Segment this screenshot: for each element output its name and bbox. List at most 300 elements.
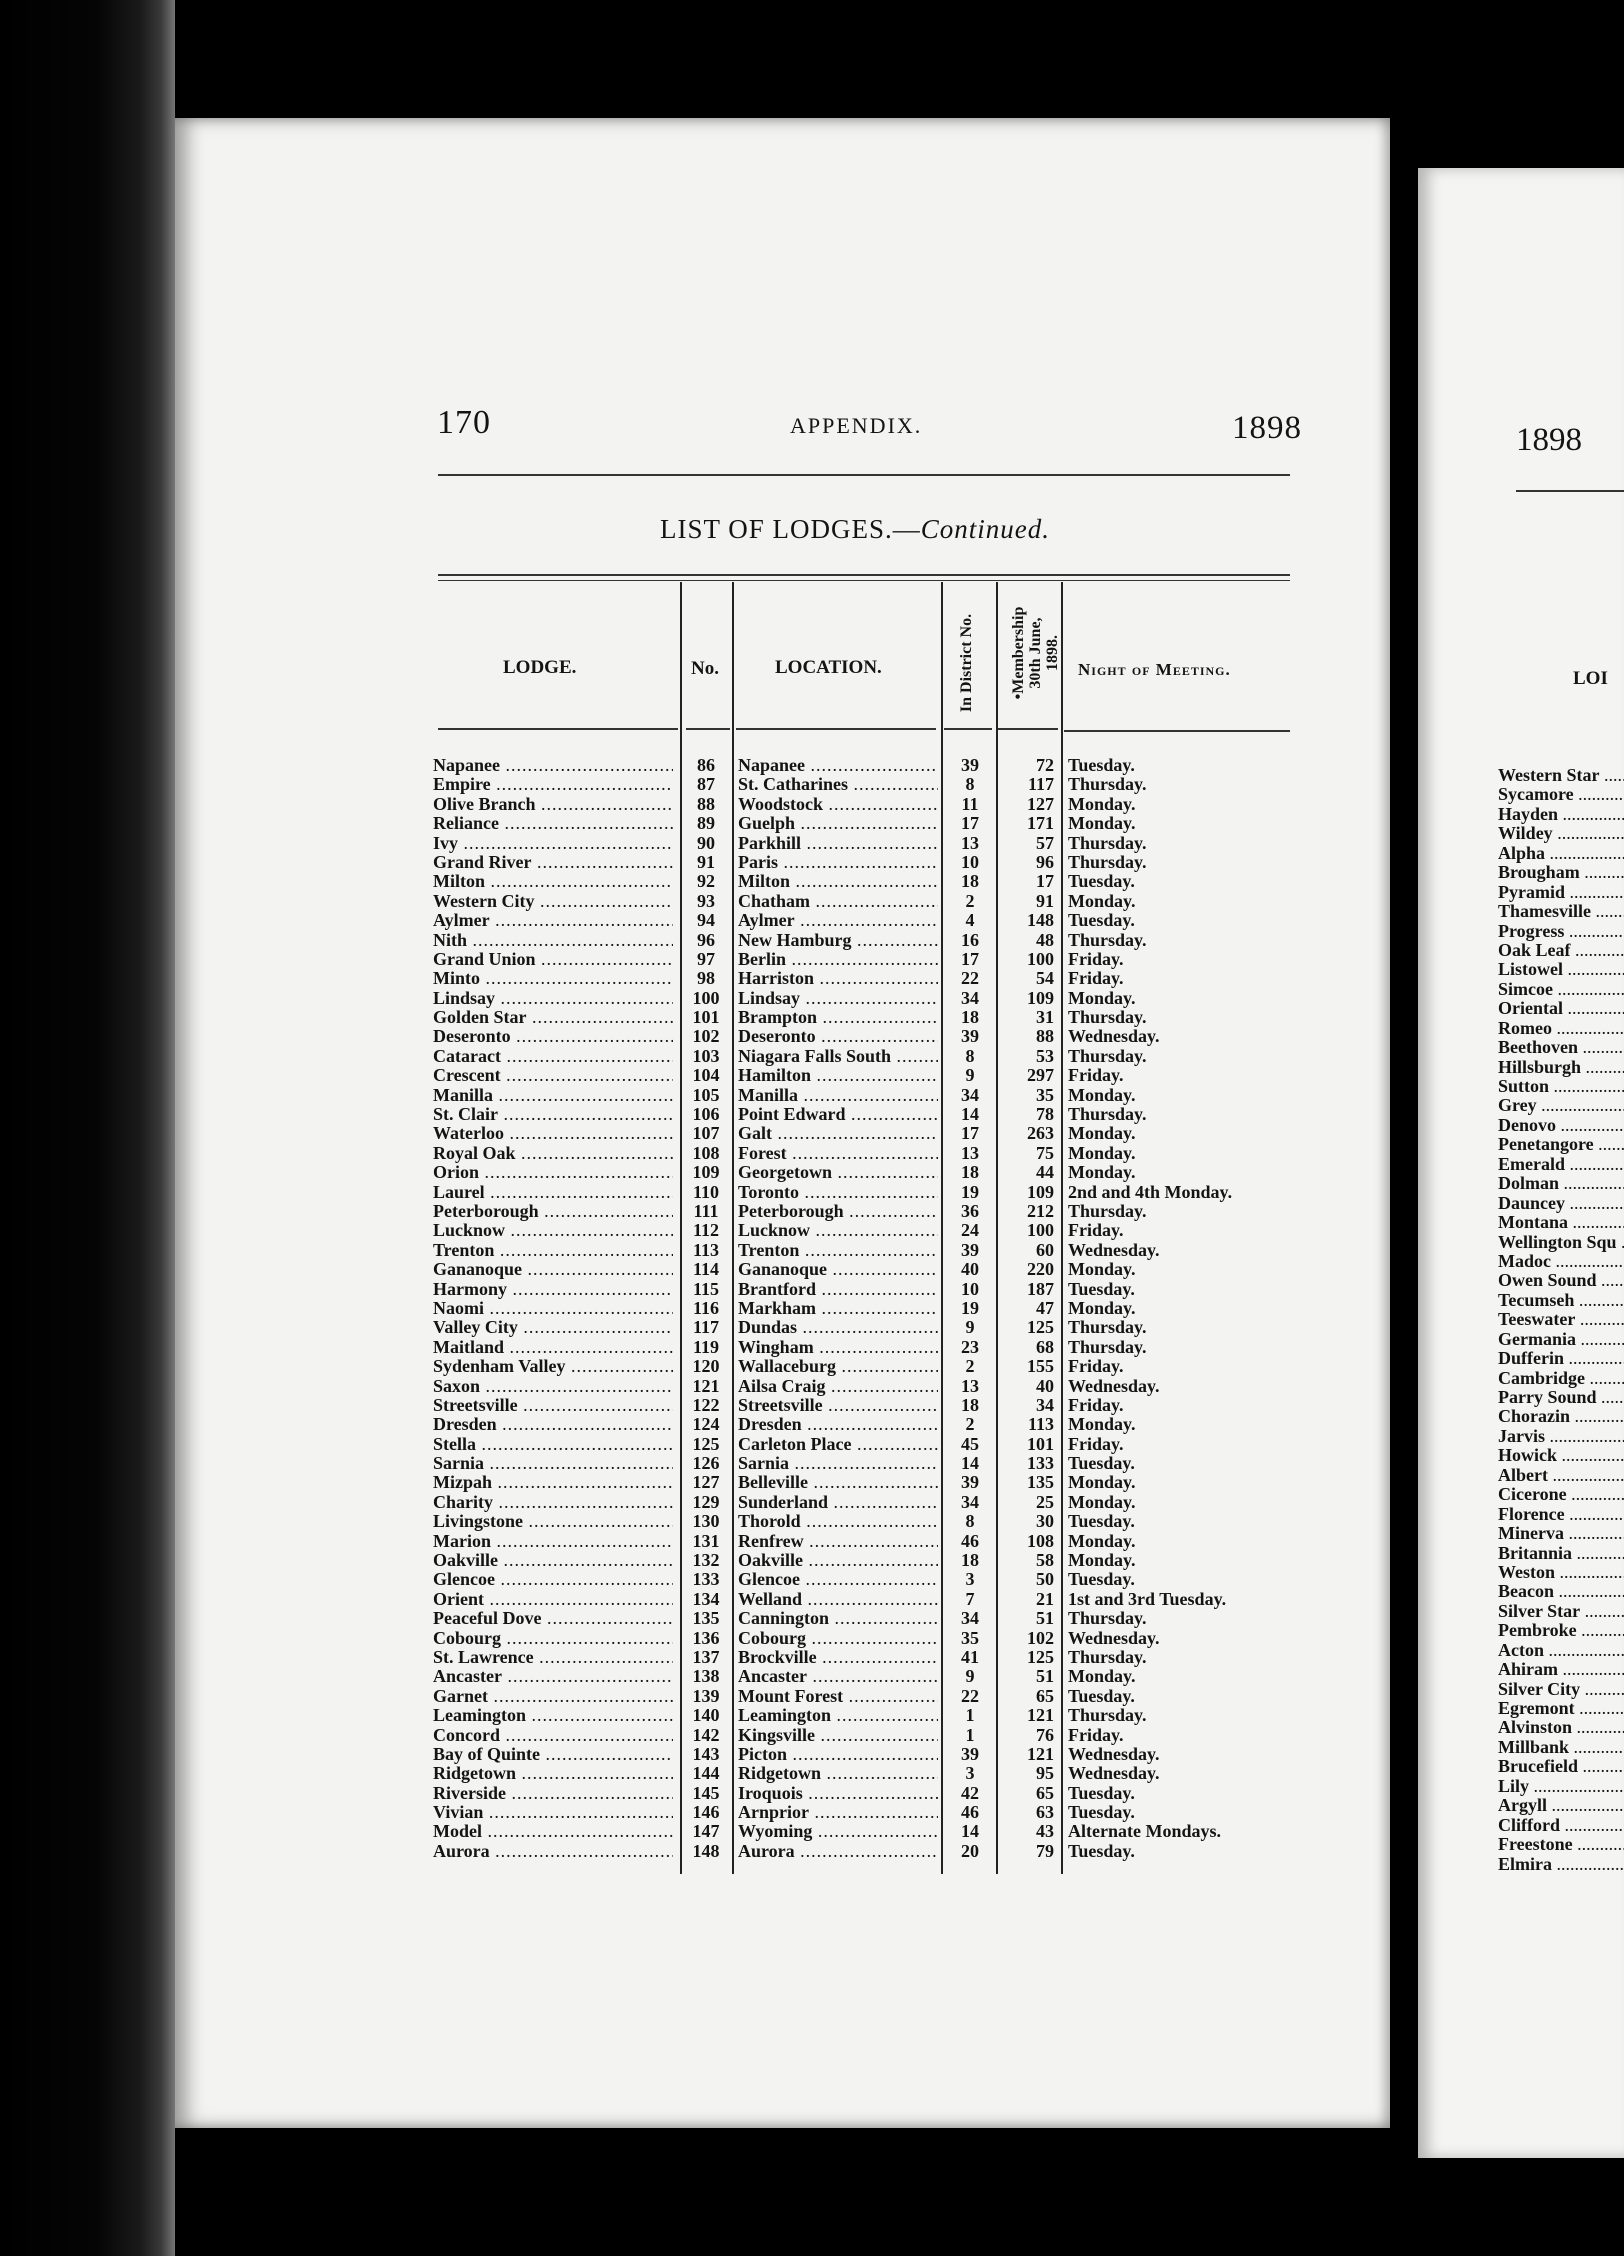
lodge-number: 98	[697, 969, 715, 989]
table-row	[0, 1357, 1390, 1376]
district-number: 18	[961, 1395, 979, 1415]
membership-count: 34	[1036, 1395, 1054, 1415]
lodge-location: Dresden .....	[738, 1415, 938, 1434]
lodge-number: 91	[697, 852, 715, 872]
meeting-night: Thursday.	[1068, 1609, 1147, 1629]
lodge-number: 131	[692, 1531, 720, 1551]
lodge-name: Naomi .....	[433, 1299, 673, 1318]
lodge-name: Milton .....	[433, 872, 673, 891]
meeting-night: Thursday.	[1068, 1337, 1147, 1357]
meeting-night: Monday.	[1068, 1531, 1136, 1551]
membership-count: 75	[1036, 1143, 1054, 1163]
table-row	[0, 1687, 1390, 1706]
meeting-night: Monday.	[1068, 988, 1136, 1008]
table-top-rule	[438, 574, 1290, 576]
lodge-name: Maitland .....	[433, 1338, 673, 1357]
membership-count: 109	[1027, 1182, 1054, 1202]
table-row	[0, 989, 1390, 1008]
lodge-location: Georgetown .....	[738, 1163, 938, 1182]
table-row	[0, 1570, 1390, 1589]
right-lodge-name: Alpha .....	[1498, 844, 1624, 863]
membership-count: 113	[1027, 1415, 1054, 1435]
right-lodge-name: Britannia .....	[1498, 1544, 1624, 1563]
running-title: APPENDIX.	[790, 413, 923, 438]
membership-count: 297	[1027, 1066, 1054, 1086]
meeting-night: Tuesday.	[1068, 1686, 1135, 1706]
lodge-number: 124	[692, 1415, 720, 1435]
right-lodge-name: Millbank .....	[1498, 1738, 1624, 1757]
lodge-number: 105	[692, 1085, 720, 1105]
meeting-night: Friday.	[1068, 1434, 1124, 1454]
meeting-night: Wednesday.	[1068, 1240, 1160, 1260]
right-lodge-name: Dolman .....	[1498, 1174, 1624, 1193]
membership-count: 101	[1027, 1434, 1054, 1454]
table-row	[0, 1124, 1390, 1143]
district-number: 46	[961, 1803, 979, 1823]
header-lodge: LODGE.	[503, 657, 577, 678]
meeting-night: Thursday.	[1068, 1318, 1147, 1338]
lodge-location: Deseronto .....	[738, 1027, 938, 1046]
lodge-number: 121	[692, 1376, 720, 1396]
membership-count: 100	[1027, 949, 1054, 969]
lodge-number: 147	[692, 1822, 720, 1842]
right-lodge-name: Brucefield .....	[1498, 1757, 1624, 1776]
lodge-name: Vivian .....	[433, 1803, 673, 1822]
meeting-night: Friday.	[1068, 969, 1124, 989]
table-row	[0, 931, 1390, 950]
district-number: 10	[961, 1279, 979, 1299]
header-membership: •Membership 30th June, 1898.	[1010, 606, 1061, 700]
right-lodge-name: Grey .....	[1498, 1096, 1624, 1115]
lodge-number: 114	[692, 1260, 719, 1280]
right-lodge-name: Silver Star .....	[1498, 1602, 1624, 1621]
right-lodge-name: Oriental .....	[1498, 999, 1624, 1018]
table-row	[0, 756, 1390, 775]
meeting-night: Wednesday.	[1068, 1744, 1160, 1764]
lodge-number: 104	[692, 1066, 720, 1086]
district-number: 20	[961, 1841, 979, 1861]
membership-count: 51	[1036, 1667, 1054, 1687]
lodge-name: Laurel .....	[433, 1183, 673, 1202]
membership-count: 72	[1036, 756, 1054, 775]
lodge-number: 143	[692, 1744, 720, 1764]
table-row	[0, 1202, 1390, 1221]
lodge-name: St. Clair .....	[433, 1105, 673, 1124]
lodge-number: 125	[692, 1434, 720, 1454]
lodge-number: 108	[692, 1143, 720, 1163]
table-row	[0, 1648, 1390, 1667]
lodge-location: Welland .....	[738, 1590, 938, 1609]
meeting-night: Tuesday.	[1068, 1803, 1135, 1823]
district-number: 45	[961, 1434, 979, 1454]
lodge-number: 87	[697, 775, 715, 795]
table-row	[0, 892, 1390, 911]
table-row	[0, 1299, 1390, 1318]
meeting-night: Friday.	[1068, 1725, 1124, 1745]
membership-count: 79	[1036, 1841, 1054, 1861]
membership-count: 68	[1036, 1337, 1054, 1357]
membership-count: 47	[1036, 1298, 1054, 1318]
right-lodge-name: Elmira .....	[1498, 1855, 1624, 1874]
table-row	[0, 1784, 1390, 1803]
meeting-night: Monday.	[1068, 1143, 1136, 1163]
table-row	[0, 1183, 1390, 1202]
lodge-number: 100	[692, 988, 720, 1008]
right-lodge-name: Freestone .....	[1498, 1835, 1624, 1854]
lodge-location: Paris .....	[738, 853, 938, 872]
lodge-name: Bay of Quinte .....	[433, 1745, 673, 1764]
right-lodge-name: Montana .....	[1498, 1213, 1624, 1232]
lodge-location: Trenton .....	[738, 1241, 938, 1260]
district-number: 18	[961, 1008, 979, 1028]
lodge-number: 132	[692, 1551, 720, 1571]
district-number: 41	[961, 1647, 979, 1667]
table-row	[0, 1008, 1390, 1027]
lodge-number: 126	[692, 1454, 720, 1474]
meeting-night: Tuesday.	[1068, 1454, 1135, 1474]
lodge-name: Grand River .....	[433, 853, 673, 872]
membership-count: 48	[1036, 930, 1054, 950]
header-bottom-rule-loc	[736, 728, 936, 730]
lodge-name: Trenton .....	[433, 1241, 673, 1260]
district-number: 24	[961, 1221, 979, 1241]
right-header-rule	[1516, 490, 1624, 492]
meeting-night: Tuesday.	[1068, 911, 1135, 931]
district-number: 17	[961, 949, 979, 969]
lodge-name: Sydenham Valley .....	[433, 1357, 673, 1376]
lodge-location: Belleville .....	[738, 1473, 938, 1492]
right-lodge-name: Brougham .....	[1498, 863, 1624, 882]
lodge-name: Saxon .....	[433, 1377, 673, 1396]
lodge-name: Peaceful Dove .....	[433, 1609, 673, 1628]
lodge-number: 97	[697, 949, 715, 969]
membership-count: 63	[1036, 1803, 1054, 1823]
table-row	[0, 1280, 1390, 1299]
lodge-number: 94	[697, 911, 715, 931]
right-page-year: 1898	[1516, 422, 1582, 458]
lodge-number: 145	[692, 1783, 720, 1803]
membership-count: 109	[1027, 988, 1054, 1008]
lodge-location: Aylmer .....	[738, 911, 938, 930]
lodge-name: Napanee .....	[433, 756, 673, 775]
membership-count: 121	[1027, 1744, 1054, 1764]
lodge-name: Oakville .....	[433, 1551, 673, 1570]
lodge-number: 113	[692, 1240, 719, 1260]
membership-count: 57	[1036, 833, 1054, 853]
right-lodge-name: Tecumseh .....	[1498, 1291, 1624, 1310]
right-lodge-name: Oak Leaf .....	[1498, 941, 1624, 960]
meeting-night: Tuesday.	[1068, 1512, 1135, 1532]
meeting-night: Wednesday.	[1068, 1027, 1160, 1047]
lodge-location: Brantford .....	[738, 1280, 938, 1299]
lodge-number: 93	[697, 891, 715, 911]
table-row	[0, 1144, 1390, 1163]
membership-count: 65	[1036, 1783, 1054, 1803]
meeting-night: Monday.	[1068, 1124, 1136, 1144]
table-row	[0, 911, 1390, 930]
lodge-number: 138	[692, 1667, 720, 1687]
district-number: 1	[965, 1706, 975, 1726]
lodge-number: 140	[692, 1706, 720, 1726]
lodge-name: Aurora .....	[433, 1842, 673, 1861]
right-lodge-name: Beethoven .....	[1498, 1038, 1624, 1057]
right-lodge-name: Alvinston .....	[1498, 1718, 1624, 1737]
right-lodge-name: Hillsburgh .....	[1498, 1058, 1624, 1077]
lodge-number: 90	[697, 833, 715, 853]
membership-count: 220	[1027, 1260, 1054, 1280]
lodge-name: Peterborough .....	[433, 1202, 673, 1221]
meeting-night: Monday.	[1068, 891, 1136, 911]
district-number: 13	[961, 833, 979, 853]
right-lodge-name: Dauncey .....	[1498, 1194, 1624, 1213]
meeting-night: Wednesday.	[1068, 1628, 1160, 1648]
right-lodge-name: Acton .....	[1498, 1641, 1624, 1660]
meeting-night: Monday.	[1068, 1492, 1136, 1512]
lodge-name: Leamington .....	[433, 1706, 673, 1725]
membership-count: 58	[1036, 1551, 1054, 1571]
lodge-location: Berlin .....	[738, 950, 938, 969]
lodge-name: Gananoque .....	[433, 1260, 673, 1279]
right-lodge-list	[1498, 766, 1624, 1874]
table-row	[0, 775, 1390, 794]
lodge-location: Toronto .....	[738, 1183, 938, 1202]
lodge-number: 109	[692, 1163, 720, 1183]
lodge-location: Sunderland .....	[738, 1493, 938, 1512]
district-number: 4	[965, 911, 975, 931]
lodge-location: Streetsville .....	[738, 1396, 938, 1415]
lodge-location: Lindsay .....	[738, 989, 938, 1008]
right-lodge-name: Cambridge .....	[1498, 1369, 1624, 1388]
meeting-night: Wednesday.	[1068, 1376, 1160, 1396]
lodge-number: 119	[692, 1337, 719, 1357]
lodge-name: Manilla .....	[433, 1086, 673, 1105]
membership-count: 31	[1036, 1008, 1054, 1028]
lodge-location: Wingham .....	[738, 1338, 938, 1357]
right-lodge-name: Penetangore .....	[1498, 1135, 1624, 1154]
right-lodge-name: Romeo .....	[1498, 1019, 1624, 1038]
lodge-location: Thorold .....	[738, 1512, 938, 1531]
district-number: 18	[961, 1163, 979, 1183]
district-number: 3	[965, 1764, 975, 1784]
district-number: 9	[965, 1667, 975, 1687]
table-row	[0, 1842, 1390, 1861]
membership-count: 60	[1036, 1240, 1054, 1260]
table-row	[0, 1493, 1390, 1512]
right-lodge-name: Wildey .....	[1498, 824, 1624, 843]
district-number: 40	[961, 1260, 979, 1280]
lodge-name: Olive Branch .....	[433, 795, 673, 814]
right-lodge-name: Owen Sound .....	[1498, 1271, 1624, 1290]
lodge-location: Brockville .....	[738, 1648, 938, 1667]
table-row	[0, 1745, 1390, 1764]
table-row	[0, 872, 1390, 891]
district-number: 3	[965, 1570, 975, 1590]
table-row	[0, 1066, 1390, 1085]
right-lodge-name: Emerald .....	[1498, 1155, 1624, 1174]
district-number: 14	[961, 1105, 979, 1125]
lodge-number: 103	[692, 1046, 720, 1066]
district-number: 18	[961, 872, 979, 892]
table-row	[0, 795, 1390, 814]
meeting-night: Thursday.	[1068, 1706, 1147, 1726]
table-row	[0, 1726, 1390, 1745]
table-row	[0, 1260, 1390, 1279]
lodge-number: 96	[697, 930, 715, 950]
table-row	[0, 1338, 1390, 1357]
membership-count: 30	[1036, 1512, 1054, 1532]
membership-count: 121	[1027, 1706, 1054, 1726]
lodge-name: Marion .....	[433, 1532, 673, 1551]
lodge-location: St. Catharines .....	[738, 775, 938, 794]
right-lodge-name: Chorazin .....	[1498, 1407, 1624, 1426]
lodge-location: Glencoe .....	[738, 1570, 938, 1589]
lodge-name: Orient .....	[433, 1590, 673, 1609]
lodge-number: 111	[693, 1201, 719, 1221]
lodge-location: Manilla .....	[738, 1086, 938, 1105]
lodge-location: Kingsville .....	[738, 1726, 938, 1745]
lodge-name: Garnet .....	[433, 1687, 673, 1706]
district-number: 34	[961, 1609, 979, 1629]
lodge-name: Cataract .....	[433, 1047, 673, 1066]
lodge-number: 117	[692, 1318, 719, 1338]
membership-count: 96	[1036, 852, 1054, 872]
district-number: 16	[961, 930, 979, 950]
table-row	[0, 1822, 1390, 1841]
right-lodge-name: Cicerone .....	[1498, 1485, 1624, 1504]
right-lodge-name: Weston .....	[1498, 1563, 1624, 1582]
meeting-night: Friday.	[1068, 1357, 1124, 1377]
right-lodge-name: Hayden .....	[1498, 805, 1624, 824]
district-number: 18	[961, 1551, 979, 1571]
lodge-location: Ridgetown .....	[738, 1764, 938, 1783]
meeting-night: Thursday.	[1068, 833, 1147, 853]
right-lodge-name: Clifford .....	[1498, 1816, 1624, 1835]
lodge-location: Guelph .....	[738, 814, 938, 833]
lodge-name: Livingstone .....	[433, 1512, 673, 1531]
lodge-location: Niagara Falls South .....	[738, 1047, 938, 1066]
lodge-location: Leamington .....	[738, 1706, 938, 1725]
district-number: 2	[965, 891, 975, 911]
right-lodge-name: Parry Sound .....	[1498, 1388, 1624, 1407]
lodge-location: Forest .....	[738, 1144, 938, 1163]
lodge-number: 135	[692, 1609, 720, 1629]
lodge-number: 144	[692, 1764, 720, 1784]
membership-count: 51	[1036, 1609, 1054, 1629]
meeting-night: Monday.	[1068, 794, 1136, 814]
lodge-number: 116	[692, 1298, 719, 1318]
meeting-night: 1st and 3rd Tuesday.	[1068, 1589, 1227, 1609]
membership-count: 78	[1036, 1105, 1054, 1125]
header-bottom-rule-no	[686, 728, 730, 730]
table-title-continued: Continued.	[920, 514, 1051, 544]
district-number: 39	[961, 1473, 979, 1493]
lodge-number: 122	[692, 1395, 720, 1415]
lodge-name: Concord .....	[433, 1726, 673, 1745]
lodge-location: Point Edward .....	[738, 1105, 938, 1124]
lodge-location: Woodstock .....	[738, 795, 938, 814]
table-row	[0, 1221, 1390, 1240]
header-bottom-rule-lodge	[438, 728, 678, 730]
table-row	[0, 1629, 1390, 1648]
lodge-number: 88	[697, 794, 715, 814]
membership-count: 50	[1036, 1570, 1054, 1590]
table-row	[0, 1377, 1390, 1396]
right-lodge-name: Florence .....	[1498, 1505, 1624, 1524]
lodge-number: 136	[692, 1628, 720, 1648]
table-row	[0, 1590, 1390, 1609]
district-number: 23	[961, 1337, 979, 1357]
table-row	[0, 1512, 1390, 1531]
district-number: 10	[961, 852, 979, 872]
table-row	[0, 1105, 1390, 1124]
membership-count: 25	[1036, 1492, 1054, 1512]
lodge-number: 89	[697, 814, 715, 834]
district-number: 22	[961, 1686, 979, 1706]
meeting-night: Alternate Mondays.	[1068, 1822, 1221, 1842]
right-lodge-name: Egremont .....	[1498, 1699, 1624, 1718]
district-number: 13	[961, 1376, 979, 1396]
table-row	[0, 1086, 1390, 1105]
district-number: 19	[961, 1182, 979, 1202]
district-number: 34	[961, 1085, 979, 1105]
district-number: 39	[961, 1027, 979, 1047]
lodge-number: 120	[692, 1357, 720, 1377]
lodge-location: Brampton .....	[738, 1008, 938, 1027]
lodge-name: Western City .....	[433, 892, 673, 911]
table-row	[0, 834, 1390, 853]
right-lodge-name: Progress .....	[1498, 922, 1624, 941]
lodge-location: Oakville .....	[738, 1551, 938, 1570]
table-row	[0, 814, 1390, 833]
lodge-name: Streetsville .....	[433, 1396, 673, 1415]
district-number: 39	[961, 756, 979, 775]
district-number: 8	[965, 1512, 975, 1532]
lodge-location: Chatham .....	[738, 892, 938, 911]
lodge-number: 112	[692, 1221, 719, 1241]
lodge-name: Deseronto .....	[433, 1027, 673, 1046]
table-row	[0, 1803, 1390, 1822]
lodge-location: Parkhill .....	[738, 834, 938, 853]
header-location: LOCATION.	[775, 657, 882, 678]
right-lodge-name: Dufferin .....	[1498, 1349, 1624, 1368]
right-lodge-name: Albert .....	[1498, 1466, 1624, 1485]
header-bottom-rule-night	[1064, 730, 1290, 732]
page-year: 1898	[1232, 410, 1302, 446]
lodge-table	[0, 756, 1390, 1861]
membership-count: 91	[1036, 891, 1054, 911]
lodge-location: Peterborough .....	[738, 1202, 938, 1221]
district-number: 17	[961, 814, 979, 834]
lodge-number: 129	[692, 1492, 720, 1512]
district-number: 39	[961, 1744, 979, 1764]
lodge-location: Sarnia .....	[738, 1454, 938, 1473]
meeting-night: Friday.	[1068, 1395, 1124, 1415]
district-number: 14	[961, 1454, 979, 1474]
lodge-location: Markham .....	[738, 1299, 938, 1318]
membership-count: 263	[1027, 1124, 1054, 1144]
membership-count: 44	[1036, 1163, 1054, 1183]
table-row	[0, 1532, 1390, 1551]
right-lodge-name: Germania .....	[1498, 1330, 1624, 1349]
district-number: 9	[965, 1066, 975, 1086]
meeting-night: Monday.	[1068, 1260, 1136, 1280]
table-row	[0, 1396, 1390, 1415]
lodge-name: Empire .....	[433, 775, 673, 794]
meeting-night: Thursday.	[1068, 930, 1147, 950]
lodge-location: Arnprior .....	[738, 1803, 938, 1822]
right-lodge-name: Sutton .....	[1498, 1077, 1624, 1096]
right-lodge-name: Pyramid .....	[1498, 883, 1624, 902]
